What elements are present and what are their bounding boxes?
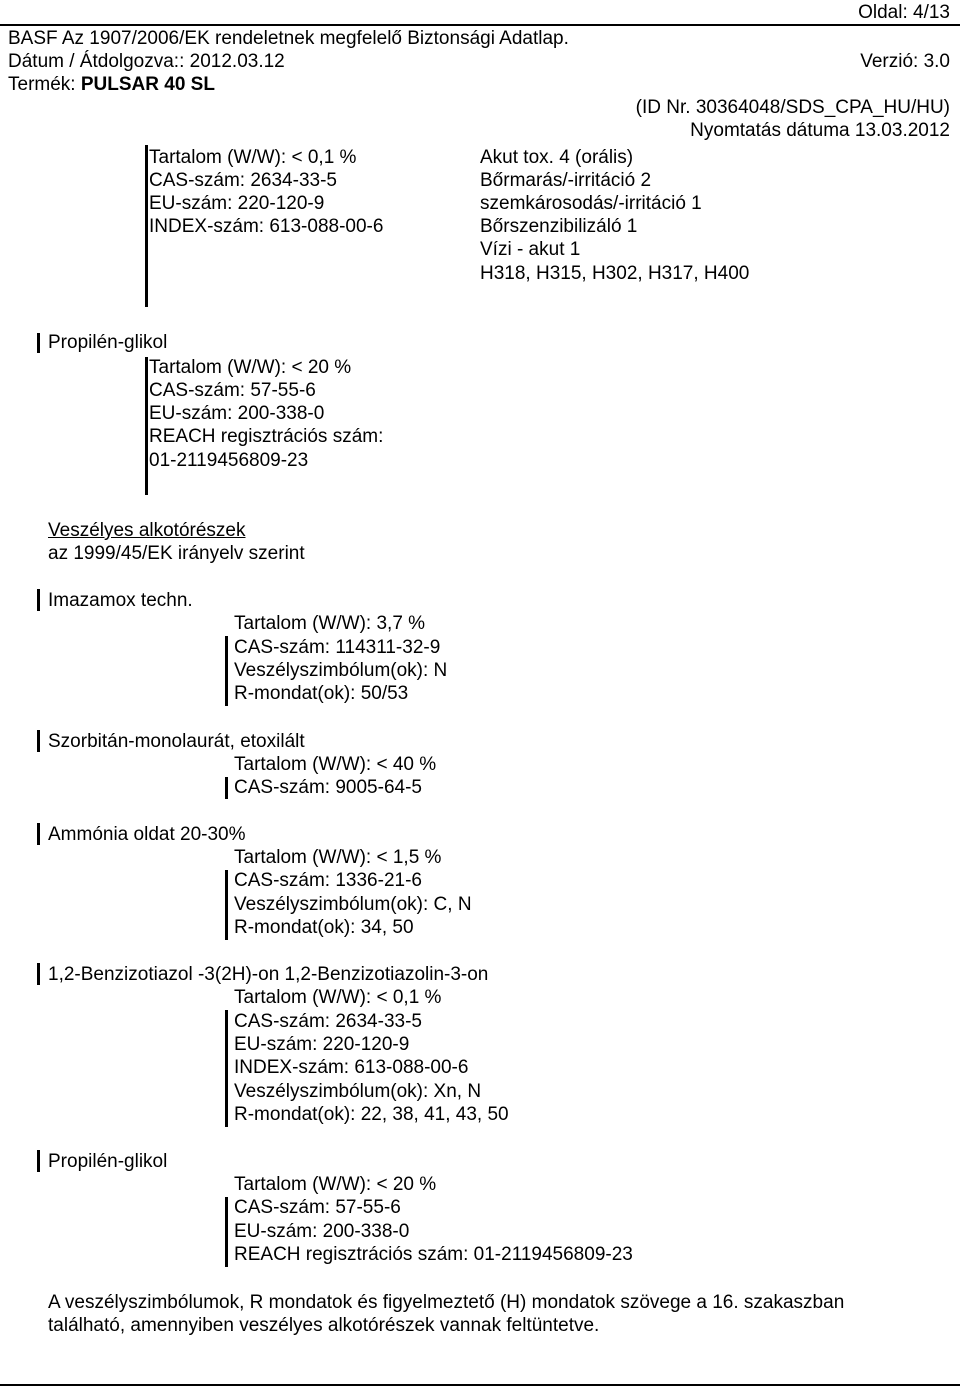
version: Verzió: 3.0	[860, 51, 950, 72]
substance-name: Ammónia oldat 20-30%	[48, 824, 246, 845]
content-line: Tartalom (W/W): < 40 %	[234, 754, 437, 775]
change-bar	[225, 636, 228, 706]
clp-index-line: INDEX-szám: 613-088-00-6	[149, 216, 384, 237]
change-bar	[37, 1150, 40, 1172]
clp-class-line: Akut tox. 4 (orális)	[480, 147, 634, 168]
change-bar	[145, 357, 148, 495]
header-rule-top	[0, 24, 960, 26]
dsd-heading: Veszélyes alkotórészek	[48, 520, 246, 541]
change-bar	[225, 777, 228, 799]
product-name: PULSAR 40 SL	[80, 74, 215, 95]
clp-eu-line: EU-szám: 220-120-9	[149, 193, 325, 214]
cas-line: CAS-szám: 57-55-6	[149, 380, 316, 401]
clp-cas-line: CAS-szám: 2634-33-5	[149, 170, 337, 191]
eu-line: EU-szám: 200-338-0	[149, 403, 325, 424]
change-bar	[225, 1197, 228, 1267]
footer-rule	[0, 1384, 960, 1386]
change-bar	[37, 963, 40, 985]
r-phrase-line: R-mondat(ok): 50/53	[234, 683, 409, 704]
cas-line: CAS-szám: 1336-21-6	[234, 870, 422, 891]
dsd-subheading: az 1999/45/EK irányelv szerint	[48, 543, 305, 564]
change-bar	[37, 589, 40, 611]
eu-line: EU-szám: 220-120-9	[234, 1034, 410, 1055]
cas-line: CAS-szám: 57-55-6	[234, 1197, 401, 1218]
product-line	[8, 73, 215, 96]
r-phrase-line: R-mondat(ok): 22, 38, 41, 43, 50	[234, 1104, 509, 1125]
reach-label: REACH regisztrációs szám:	[149, 426, 384, 447]
substance-name: Szorbitán-monolaurát, etoxilált	[48, 731, 305, 752]
content-line: Tartalom (W/W): < 1,5 %	[234, 847, 442, 868]
clp-content-line: Tartalom (W/W): < 0,1 %	[149, 147, 357, 168]
r-phrase-line: R-mondat(ok): 34, 50	[234, 917, 414, 938]
clp-class-line: Bőrszenzibilizáló 1	[480, 216, 638, 237]
eu-line: EU-szám: 200-338-0	[234, 1221, 410, 1242]
content-line: Tartalom (W/W): < 20 %	[234, 1174, 437, 1195]
substance-name: 1,2-Benzizotiazol -3(2H)-on 1,2-Benzizotiazolin-3-on	[48, 964, 489, 985]
reach-line: REACH regisztrációs szám: 01-2119456809-23	[234, 1244, 633, 1265]
symbol-line: Veszélyszimbólum(ok): Xn, N	[234, 1081, 482, 1102]
change-bar	[225, 1010, 228, 1127]
substance-name: Propilén-glikol	[48, 332, 168, 353]
clp-class-line: Vízi - akut 1	[480, 239, 581, 260]
change-bar	[225, 870, 228, 940]
clp-hazard-statements: H318, H315, H302, H317, H400	[480, 263, 750, 284]
cas-line: CAS-szám: 2634-33-5	[234, 1011, 422, 1032]
cas-line: CAS-szám: 9005-64-5	[234, 777, 422, 798]
clp-class-line: Bőrmarás/-irritáció 2	[480, 170, 652, 191]
content-line: Tartalom (W/W): < 0,1 %	[234, 987, 442, 1008]
content-line: Tartalom (W/W): < 20 %	[149, 357, 352, 378]
change-bar	[145, 145, 148, 307]
reach-number: 01-2119456809-23	[149, 450, 309, 471]
footnote-line-2: található, amennyiben veszélyes alkotórészek vannak feltüntetve.	[48, 1315, 600, 1336]
cas-line: CAS-szám: 114311-32-9	[234, 637, 441, 658]
substance-name: Propilén-glikol	[48, 1151, 168, 1172]
print-date: Nyomtatás dátuma 13.03.2012	[690, 120, 950, 141]
change-bar	[37, 823, 40, 845]
index-line: INDEX-szám: 613-088-00-6	[234, 1057, 469, 1078]
substance-name: Imazamox techn.	[48, 590, 193, 611]
symbol-line: Veszélyszimbólum(ok): C, N	[234, 894, 472, 915]
document-id: (ID Nr. 30364048/SDS_CPA_HU/HU)	[635, 97, 950, 118]
symbol-line: Veszélyszimbólum(ok): N	[234, 660, 448, 681]
change-bar	[37, 730, 40, 752]
page-number: Oldal: 4/13	[858, 2, 950, 23]
revision-date: Dátum / Átdolgozva:: 2012.03.12	[8, 51, 285, 72]
change-bar	[37, 333, 40, 353]
product-label: Termék:	[8, 74, 76, 95]
content-line: Tartalom (W/W): 3,7 %	[234, 613, 426, 634]
clp-class-line: szemkárosodás/-irritáció 1	[480, 193, 702, 214]
footnote-line-1: A veszélyszimbólumok, R mondatok és figyelmeztető (H) mondatok szövege a 16. szakaszban	[48, 1292, 845, 1313]
regulation-title: BASF Az 1907/2006/EK rendeletnek megfelelő Biztonsági Adatlap.	[8, 28, 569, 49]
